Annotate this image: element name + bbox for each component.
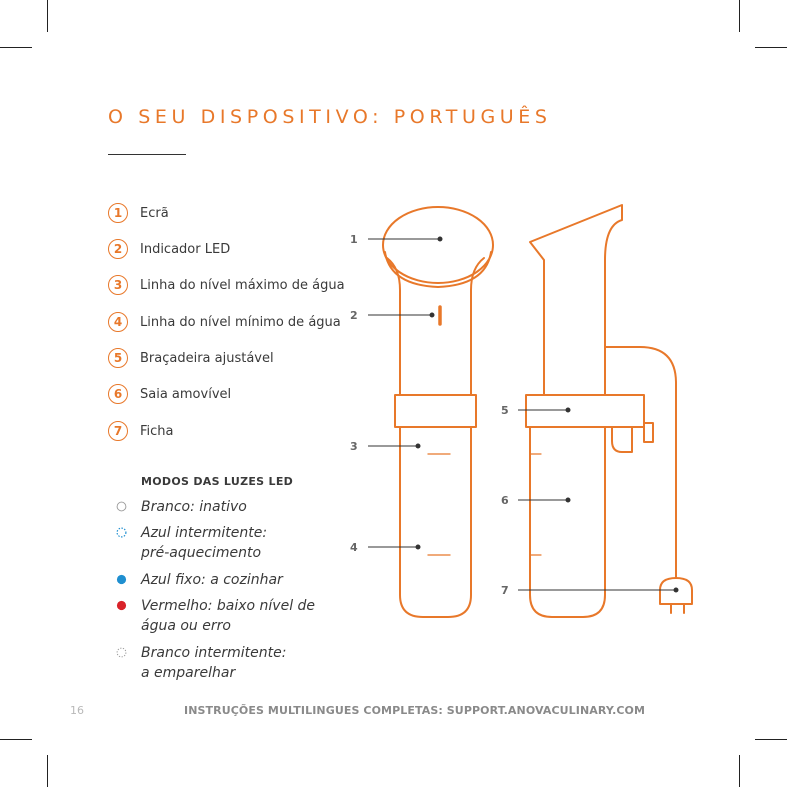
- number-badge: 6: [108, 384, 128, 404]
- side-clamp: [526, 395, 644, 427]
- part-label: Ficha: [140, 423, 174, 439]
- callout-dot-6: [566, 498, 570, 502]
- side-view-body: [530, 205, 622, 617]
- led-mode-label: Azul intermitente:: [141, 525, 268, 541]
- footer-support-link: INSTRUÇÕES MULTILINGUES COMPLETAS: SUPPORT.ANOVACULINARY.COM: [184, 704, 646, 717]
- clamp-band: [395, 395, 476, 427]
- callout-dot-5: [566, 408, 570, 412]
- cooker-body: [387, 258, 484, 617]
- callout-number-1: 1: [350, 233, 358, 246]
- number-badge: 1: [108, 203, 128, 223]
- number-badge: 4: [108, 312, 128, 332]
- display-cap: [383, 207, 493, 283]
- part-label: Indicador LED: [140, 241, 231, 257]
- callout-dot-1: [438, 237, 442, 241]
- callout-dot-7: [674, 588, 678, 592]
- callout-number-2: 2: [350, 309, 358, 322]
- led-mode-label-line2: a emparelhar: [141, 665, 236, 681]
- side-clamp-hook: [612, 427, 632, 452]
- power-cord: [605, 347, 676, 578]
- callout-dot-3: [416, 444, 420, 448]
- number-badge: 5: [108, 348, 128, 368]
- led-mode-label: Branco intermitente:: [141, 645, 287, 661]
- callout-number-5: 5: [501, 404, 509, 417]
- number-badge: 2: [108, 239, 128, 259]
- led-mode-label-line2: pré-aquecimento: [141, 545, 262, 561]
- part-label: Linha do nível mínimo de água: [140, 314, 341, 330]
- callout-number-6: 6: [501, 494, 509, 507]
- callout-number-4: 4: [350, 541, 358, 554]
- side-clamp-knob: [644, 423, 653, 442]
- led-mode-label: Branco: inativo: [141, 499, 247, 515]
- part-label: Saia amovível: [140, 386, 232, 402]
- part-label: Linha do nível máximo de água: [140, 277, 345, 293]
- callout-number-7: 7: [501, 584, 509, 597]
- page-number: 16: [70, 704, 84, 717]
- number-badge: 3: [108, 275, 128, 295]
- callout-number-3: 3: [350, 440, 358, 453]
- led-mode-label: Vermelho: baixo nível de: [141, 598, 316, 614]
- led-modes-heading: MODOS DAS LUZES LED: [141, 475, 294, 488]
- callout-dot-4: [416, 545, 420, 549]
- number-badge: 7: [108, 421, 128, 441]
- part-label: Braçadeira ajustável: [140, 350, 274, 366]
- page-title: O SEU DISPOSITIVO: PORTUGUÊS: [108, 106, 552, 128]
- part-label: Ecrã: [140, 205, 169, 221]
- callout-dot-2: [430, 313, 434, 317]
- led-mode-label: Azul fixo: a cozinhar: [141, 572, 283, 588]
- led-mode-label-line2: água ou erro: [141, 618, 231, 634]
